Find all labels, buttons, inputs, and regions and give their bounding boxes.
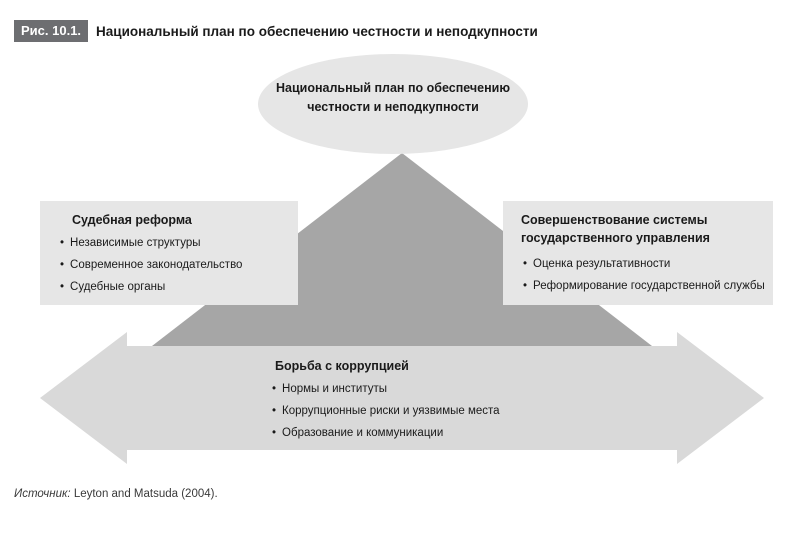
list-item: • Образование и коммуникации: [272, 422, 500, 444]
list-item: • Оценка результативности: [523, 253, 765, 275]
source-label: Источник:: [14, 488, 71, 500]
center-oval-label: [262, 79, 524, 117]
anti-corruption-list: [272, 378, 500, 444]
figure-label: Рис. 10.1.: [14, 20, 88, 42]
list-item: • Реформирование государственной службы: [523, 275, 765, 297]
governance-title-line1: Совершенствование системы: [521, 213, 708, 227]
governance-title-line2: государственного управления: [521, 231, 710, 245]
list-item: • Нормы и институты: [272, 378, 500, 400]
source-text: Leyton and Matsuda (2004).: [73, 488, 218, 500]
anti-corruption-title: Борьба с коррупцией: [275, 359, 409, 373]
center-title-line2: честности и неподкупности: [307, 100, 479, 114]
governance-list: [523, 253, 765, 297]
governance-box: [503, 201, 773, 305]
judicial-reform-title: Судебная реформа: [72, 213, 192, 227]
figure-title: Национальный план по обеспечению честности и неподкупности: [96, 23, 538, 39]
governance-title: [521, 211, 766, 247]
center-title-line1: Национальный план по обеспечению: [275, 81, 511, 95]
judicial-reform-list: [60, 232, 242, 298]
list-item: • Судебные органы: [60, 276, 242, 298]
list-item: • Независимые структуры: [60, 232, 242, 254]
list-item: • Современное законодательство: [60, 254, 242, 276]
list-item: • Коррупционные риски и уязвимые места: [272, 400, 500, 422]
source-note: [14, 488, 218, 500]
judicial-reform-box: [40, 201, 298, 305]
